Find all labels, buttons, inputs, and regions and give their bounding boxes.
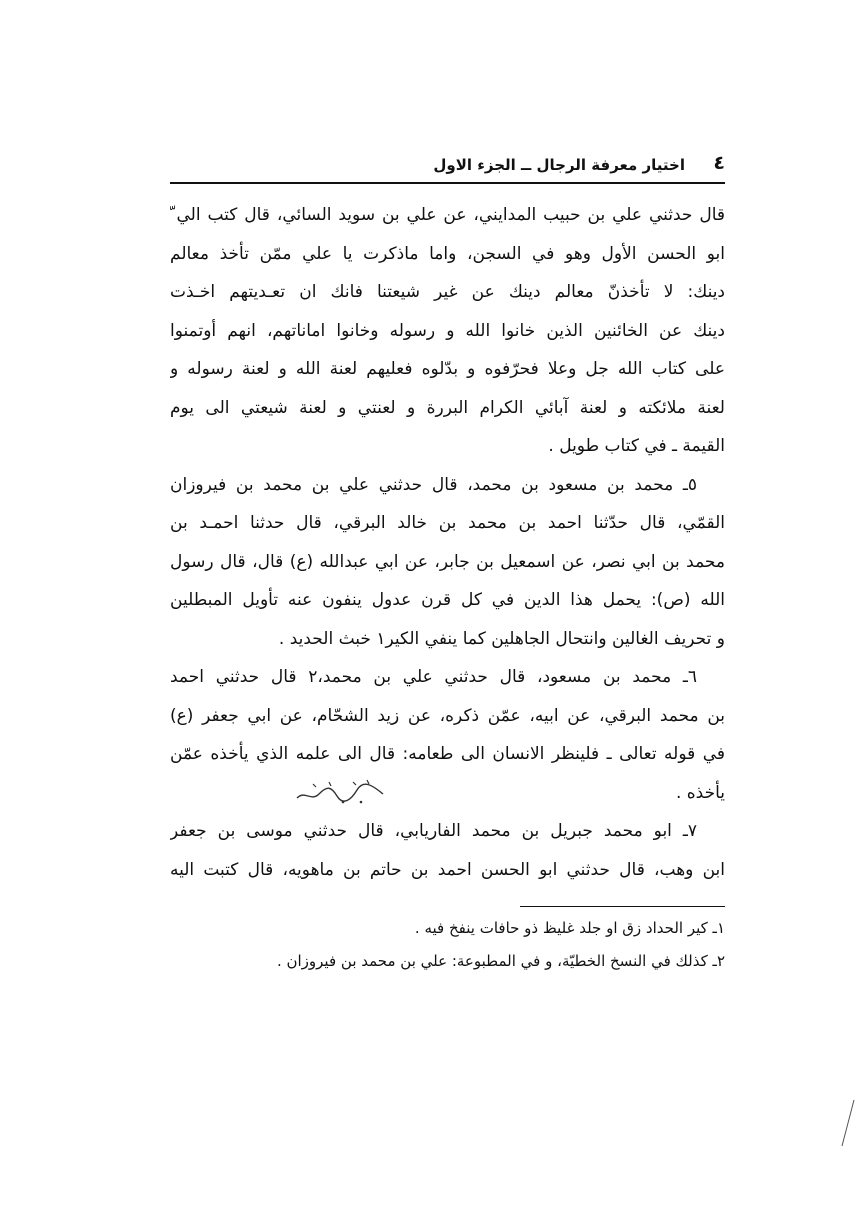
main-text [170,196,725,889]
footnote-divider [520,906,725,907]
text-line: ٧ـ ابو محمد جبريل بن محمد الفاريابي، قال حدثني موسى بن جعفر [170,821,697,841]
footnotes [170,912,725,978]
text-line: دينك: لا تأخذنّ معالم دينك عن غير شيعتنا فانك ان تعـديتهم اخـذت [170,282,725,302]
footnote: ٢ـ كذلك في النسخ الخطيّة، و في المطبوعة: علي بن محمد بن فيروزان . [276,952,725,970]
footnote: ١ـ كير الحداد زق او جلد غليظ ذو حافات ينفخ فيه . [414,919,725,937]
text-line: القمّي، قال حدّثنا احمد بن محمد بن خالد البرقي، قال حدثنا احمـد بن [170,513,725,533]
page-number: ٤ [713,152,725,174]
margin-pencil-mark [838,1098,858,1148]
text-line: لعنة ملائكته و لعنة آبائي الكرام البررة و لعنتي و لعنة شيعتي الى يوم [170,397,725,418]
text-line: قال حدثني علي بن حبيب المدايني، عن علي بن سويد السائي، قال كتب الي ّ [170,205,725,225]
text-line: ٥ـ محمد بن مسعود بن محمد، قال حدثني علي بن محمد بن فيروزان [170,474,697,495]
text-line: بن محمد البرقي، عن ابيه، عمّن ذكره، عن زيد الشحّام، عن ابي جعفر (ع) [170,705,725,726]
running-header [170,150,725,182]
text-line: ابن وهب، قال حدثني ابو الحسن احمد بن حاتم بن ماهويه، قال كتبت اليه [170,859,725,880]
running-header-title: اختيار معرفة الرجال ــ الجزء الاول [433,156,685,174]
handwritten-annotation [295,776,385,806]
text-line: يأخذه . [675,782,725,803]
text-line: على كتاب الله جل وعلا فحرّفوه و بدّلوه فعليهم لعنة الله و لعنة رسوله و [170,359,725,379]
text-line: و تحريف الغالين وانتحال الجاهلين كما ينفي الكير١ خبث الحديد . [278,628,725,649]
text-line: في قوله تعالى ـ فلينظر الانسان الى طعامه: قال الى علمه الذي يأخذه عمّن [170,744,725,764]
text-line: القيمة ـ في كتاب طويل . [548,436,725,456]
text-line: ابو الحسن الأول وهو في السجن، واما ماذكرت يا علي ممّن تأخذ معالم [170,243,725,264]
text-line: الله (ص): يحمل هذا الدين في كل قرن عدول ينفون عنه تأويل المبطلين [170,590,725,610]
text-line: محمد بن ابي نصر، عن اسمعيل بن جابر، عن ابي عبدالله (ع) قال، قال رسول [170,551,725,572]
text-line: ٦ـ محمد بن مسعود، قال حدثني علي بن محمد،٢ قال حدثني احمد [170,667,698,687]
header-divider [170,182,725,184]
text-line: دينك عن الخائنين الذين خانوا الله و رسوله وخانوا اماناتهم، انهم أوتمنوا [170,320,725,341]
